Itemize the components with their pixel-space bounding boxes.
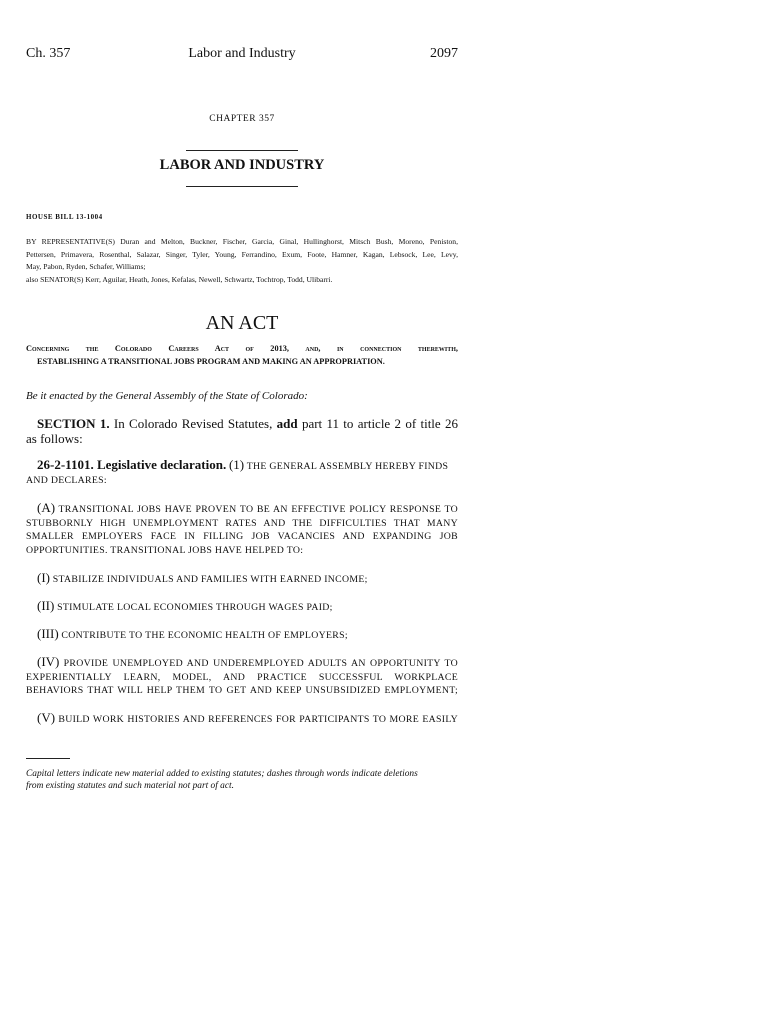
concerning-clause bbox=[26, 343, 458, 368]
footnote bbox=[26, 768, 458, 792]
title-rule-bottom bbox=[186, 186, 298, 187]
act-title: AN ACT bbox=[205, 312, 279, 334]
item-i-line bbox=[26, 571, 458, 587]
item-iv-line-2: EXPERIENTIALLY LEARN, MODEL, AND PRACTICE SUCCESSFUL WORKPLACE bbox=[26, 671, 458, 683]
item-v-text: BUILD WORK HISTORIES AND REFERENCES FOR PARTICIPANTS TO MORE EASILY bbox=[58, 714, 458, 725]
footnote-line-1: Capital letters indicate new material added to existing statutes; dashes through words indicate deletions bbox=[26, 769, 418, 779]
item-iv-label: (IV) bbox=[37, 654, 60, 669]
title-rule-top bbox=[186, 150, 298, 151]
item-a-line-4: OPPORTUNITIES. TRANSITIONAL JOBS HAVE HELPED TO: bbox=[26, 544, 304, 556]
chapter-label: CHAPTER 357 bbox=[209, 114, 275, 124]
item-i-label: (I) bbox=[37, 570, 50, 585]
item-ii-text: STIMULATE LOCAL ECONOMIES THROUGH WAGES PAID; bbox=[57, 602, 333, 613]
footnote-rule bbox=[26, 758, 70, 759]
item-a-line-2: STUBBORNLY HIGH UNEMPLOYMENT RATES AND THE DIFFICULTIES THAT MANY bbox=[26, 517, 458, 529]
item-iii-label: (III) bbox=[37, 626, 59, 641]
item-v bbox=[26, 711, 458, 727]
item-iv bbox=[26, 655, 458, 698]
legislative-sub: (1) bbox=[228, 457, 245, 472]
legislative-declaration bbox=[26, 458, 458, 487]
item-a-label: (A) bbox=[37, 500, 56, 515]
item-a-text-1: TRANSITIONAL JOBS HAVE PROVEN TO BE AN EFFECTIVE POLICY RESPONSE TO bbox=[58, 504, 458, 515]
item-ii bbox=[26, 599, 458, 615]
item-ii-line bbox=[26, 599, 458, 615]
section-1-text-b: part 11 to article 2 of title 26 bbox=[301, 416, 458, 431]
item-i bbox=[26, 571, 458, 587]
item-a-line-3: SMALLER EMPLOYERS FACE IN FILLING JOB VACANCIES AND EXPANDING JOB bbox=[26, 531, 458, 542]
bill-number: HOUSE BILL 13-1004 bbox=[26, 213, 103, 221]
item-a-line-1 bbox=[26, 501, 458, 517]
footnote-line-2: from existing statutes and such material not part of act. bbox=[26, 781, 234, 791]
section-1-add: add bbox=[276, 416, 298, 431]
concerning-line-2: ESTABLISHING A TRANSITIONAL JOBS PROGRAM AND MAKING AN APPROPRIATION. bbox=[37, 356, 385, 366]
senators-line: also SENATOR(S) Kerr, Aguilar, Heath, Jones, Kefalas, Newell, Schwartz, Tochtrop, Todd, Ulibarri. bbox=[26, 274, 333, 284]
legislative-first-line bbox=[26, 458, 458, 474]
legislative-text-1: THE GENERAL ASSEMBLY HEREBY FINDS bbox=[246, 461, 449, 472]
item-iii-line bbox=[26, 627, 458, 643]
page-number: 2097 bbox=[430, 46, 458, 61]
legislative-text-2: AND DECLARES: bbox=[26, 474, 107, 486]
item-v-label: (V) bbox=[37, 710, 56, 725]
item-iii-text: CONTRIBUTE TO THE ECONOMIC HEALTH OF EMPLOYERS; bbox=[61, 630, 348, 641]
section-1-first-line bbox=[26, 416, 458, 431]
item-iv-line-1 bbox=[26, 655, 458, 671]
section-1-text-c: as follows: bbox=[26, 431, 83, 446]
section-1-text-a: In Colorado Revised Statutes, bbox=[113, 416, 273, 431]
chapter-title: LABOR AND INDUSTRY bbox=[159, 157, 325, 173]
section-1 bbox=[26, 416, 458, 446]
item-iii bbox=[26, 627, 458, 643]
sponsors-block bbox=[26, 236, 458, 286]
enacting-clause: Be it enacted by the General Assembly of the State of Colorado: bbox=[26, 390, 308, 402]
item-a bbox=[26, 501, 458, 557]
representatives-line-2: Pettersen, Primavera, Rosenthal, Salazar, Singer, Tyler, Young, Ferrandino, Exum, Foote, Hamner, Kagan, Lebsock, Lee, Levy, bbox=[26, 249, 458, 259]
item-v-line bbox=[26, 711, 458, 727]
item-i-text: STABILIZE INDIVIDUALS AND FAMILIES WITH EARNED INCOME; bbox=[52, 574, 368, 585]
item-iv-line-3: BEHAVIORS THAT WILL HELP THEM TO GET AND KEEP UNSUBSIDIZED EMPLOYMENT; bbox=[26, 685, 458, 696]
representatives-line-3: May, Pabon, Ryden, Schafer, Williams; bbox=[26, 262, 146, 271]
chapter-reference: Ch. 357 bbox=[26, 46, 71, 61]
running-title: Labor and Industry bbox=[188, 46, 296, 61]
legislative-heading: 26-2-1101. Legislative declaration. bbox=[37, 457, 227, 472]
item-iv-text-1: PROVIDE UNEMPLOYED AND UNDEREMPLOYED ADULTS AN OPPORTUNITY TO bbox=[63, 658, 458, 669]
item-ii-label: (II) bbox=[37, 598, 55, 613]
concerning-line-1: Concerning the Colorado Careers Act of 2013, and, in connection therewith, bbox=[26, 344, 458, 353]
section-1-label: SECTION 1. bbox=[37, 416, 110, 431]
representatives-line-1: BY REPRESENTATIVE(S) Duran and Melton, Buckner, Fischer, Garcia, Ginal, Hullinghorst, Mitsch Bush, Moreno, Peniston, bbox=[26, 237, 458, 246]
